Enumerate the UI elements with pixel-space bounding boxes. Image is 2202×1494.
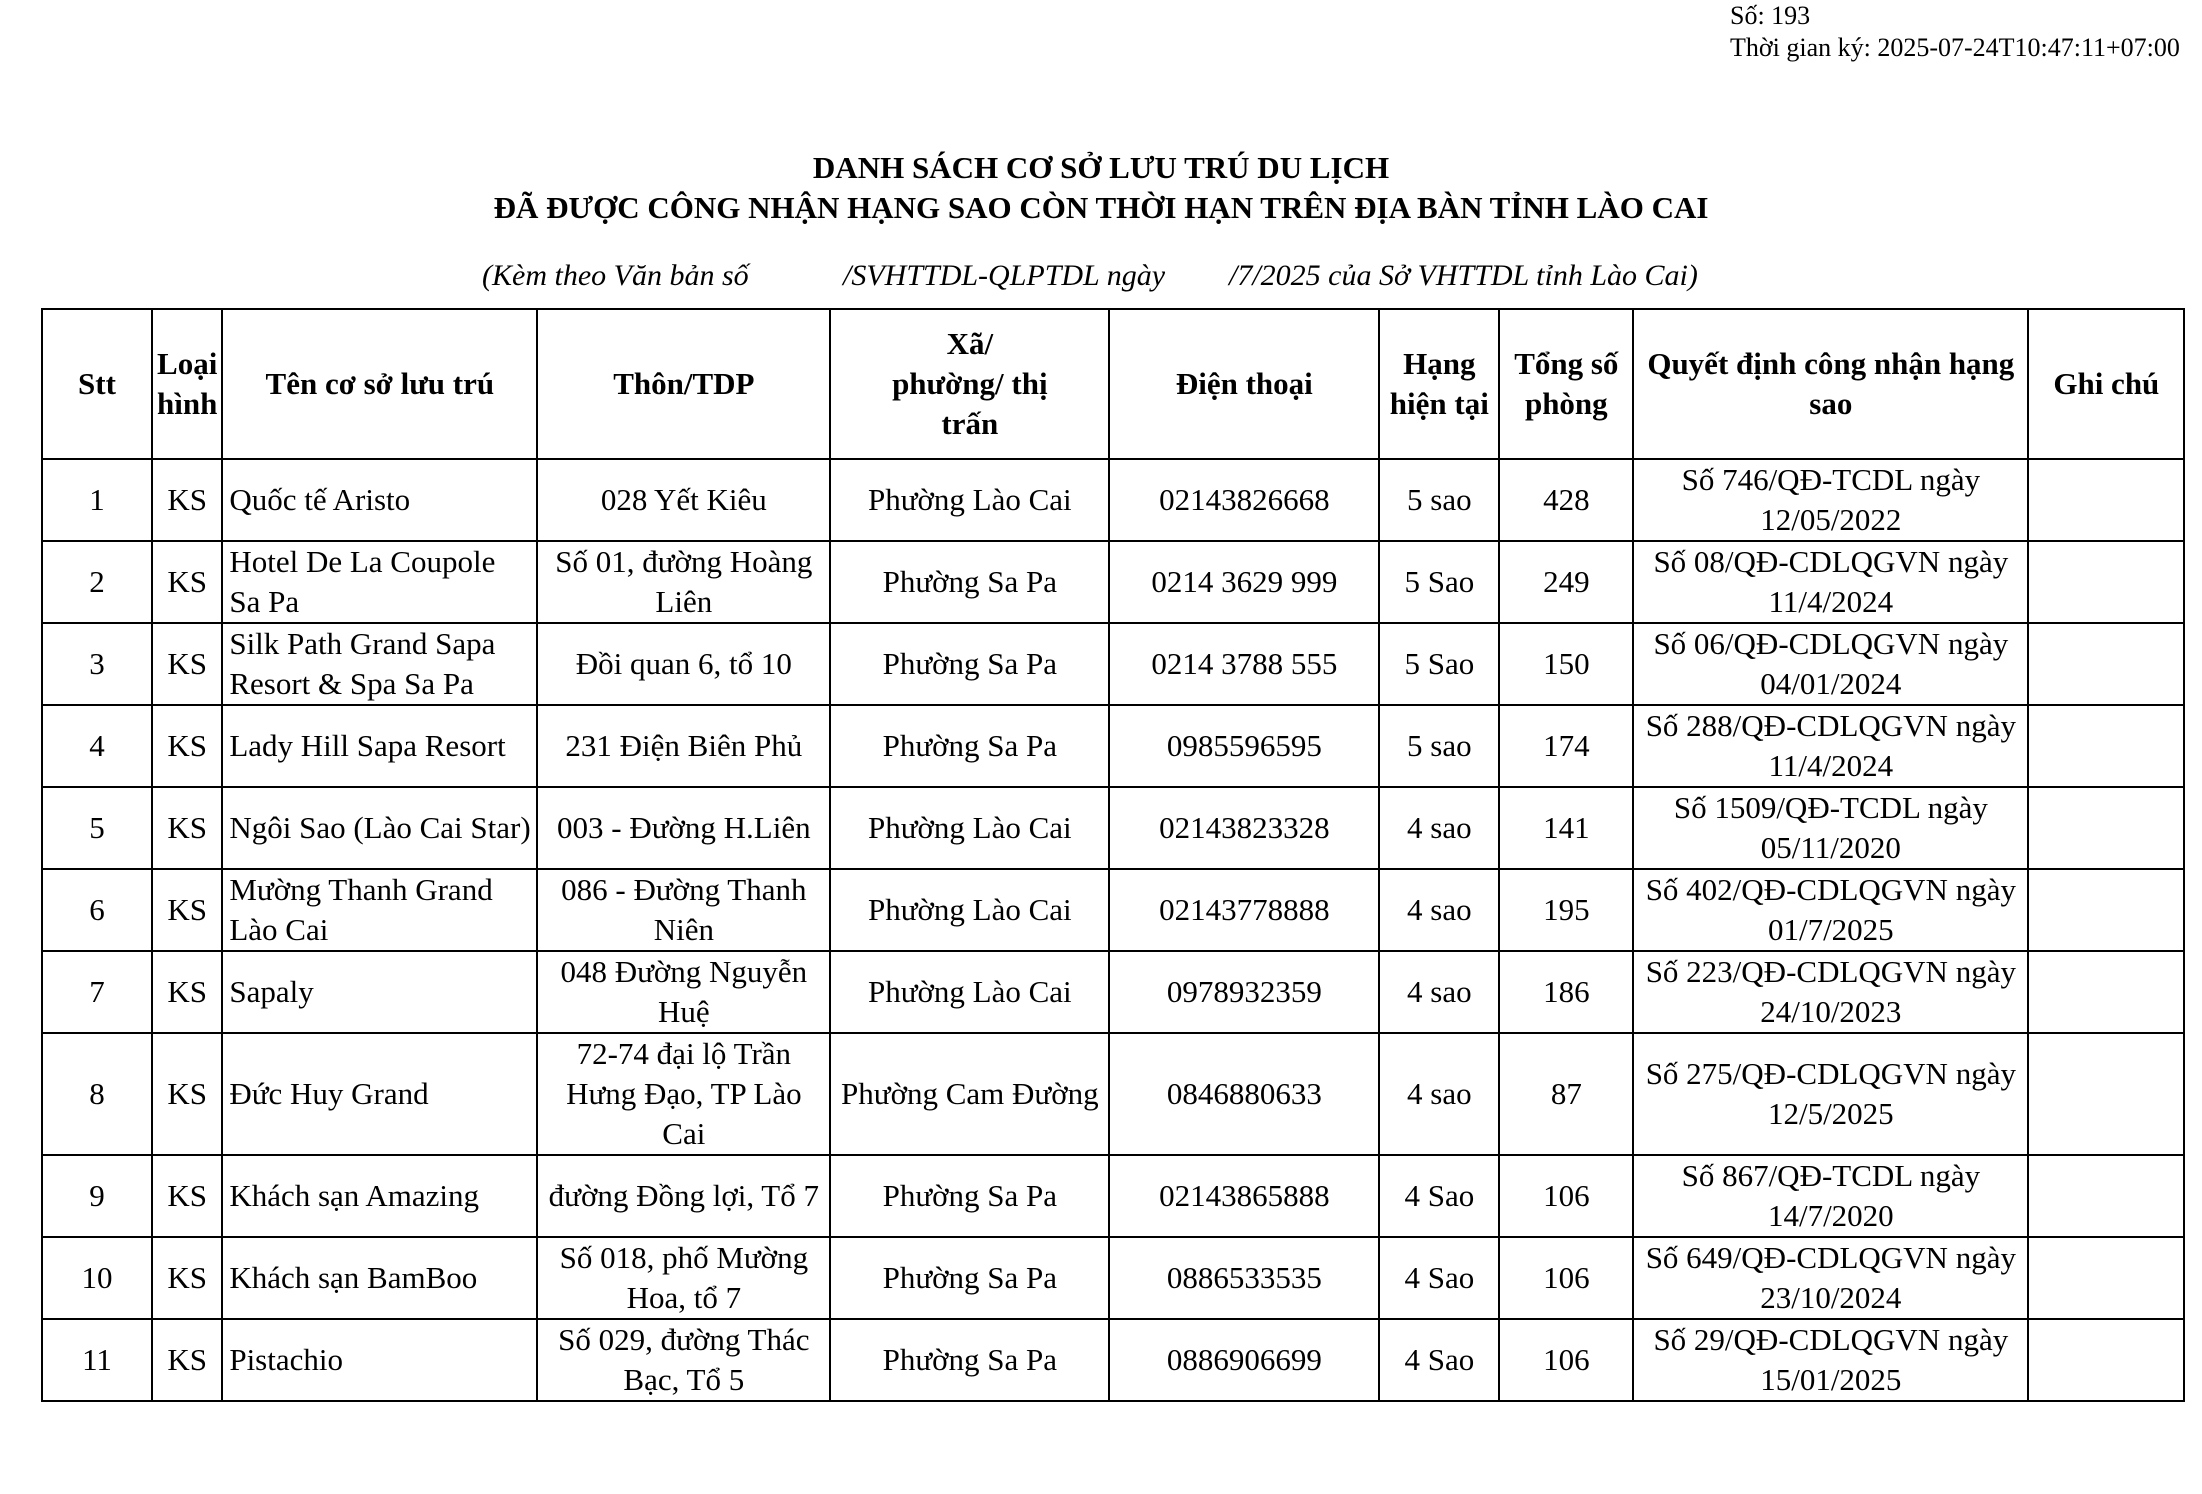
cell-village: Số 018, phố Mường Hoa, tổ 7 xyxy=(537,1237,830,1319)
cell-village: 003 - Đường H.Liên xyxy=(537,787,830,869)
cell-type: KS xyxy=(152,541,222,623)
cell-village: đường Đồng lợi, Tổ 7 xyxy=(537,1155,830,1237)
cell-stt: 4 xyxy=(42,705,152,787)
table-row xyxy=(42,705,2184,787)
table-row xyxy=(42,1237,2184,1319)
cell-name: Ngôi Sao (Lào Cai Star) xyxy=(222,787,537,869)
cell-stt: 9 xyxy=(42,1155,152,1237)
subtitle-part2: /SVHTTDL-QLPTDL ngày xyxy=(843,259,1166,292)
cell-ward: Phường Sa Pa xyxy=(830,705,1109,787)
header-note: Ghi chú xyxy=(2028,309,2184,459)
cell-village: Đồi quan 6, tổ 10 xyxy=(537,623,830,705)
table-row xyxy=(42,1033,2184,1155)
cell-village: 086 - Đường Thanh Niên xyxy=(537,869,830,951)
cell-rank: 4 Sao xyxy=(1379,1237,1499,1319)
cell-type: KS xyxy=(152,705,222,787)
cell-ward: Phường Lào Cai xyxy=(830,459,1109,541)
cell-type: KS xyxy=(152,1155,222,1237)
cell-note xyxy=(2028,459,2184,541)
cell-rank: 4 Sao xyxy=(1379,1155,1499,1237)
cell-ward: Phường Sa Pa xyxy=(830,1155,1109,1237)
cell-rooms: 87 xyxy=(1499,1033,1633,1155)
cell-village: Số 029, đường Thác Bạc, Tổ 5 xyxy=(537,1319,830,1401)
cell-stt: 8 xyxy=(42,1033,152,1155)
cell-phone: 0214 3788 555 xyxy=(1109,623,1379,705)
cell-rooms: 106 xyxy=(1499,1319,1633,1401)
cell-stt: 5 xyxy=(42,787,152,869)
cell-stt: 3 xyxy=(42,623,152,705)
cell-name: Quốc tế Aristo xyxy=(222,459,537,541)
cell-rooms: 106 xyxy=(1499,1237,1633,1319)
cell-type: KS xyxy=(152,1237,222,1319)
cell-note xyxy=(2028,1033,2184,1155)
cell-village: 028 Yết Kiêu xyxy=(537,459,830,541)
table-row xyxy=(42,787,2184,869)
cell-name: Sapaly xyxy=(222,951,537,1033)
cell-rooms: 428 xyxy=(1499,459,1633,541)
cell-rank: 4 sao xyxy=(1379,869,1499,951)
cell-name: Pistachio xyxy=(222,1319,537,1401)
subtitle-part1: (Kèm theo Văn bản số xyxy=(482,259,749,292)
cell-decision: Số 746/QĐ-TCDL ngày 12/05/2022 xyxy=(1633,459,2028,541)
cell-name: Silk Path Grand Sapa Resort & Spa Sa Pa xyxy=(222,623,537,705)
cell-village: Số 01, đường Hoàng Liên xyxy=(537,541,830,623)
header-name: Tên cơ sở lưu trú xyxy=(222,309,537,459)
cell-phone: 0846880633 xyxy=(1109,1033,1379,1155)
cell-name: Lady Hill Sapa Resort xyxy=(222,705,537,787)
cell-phone: 02143826668 xyxy=(1109,459,1379,541)
cell-rank: 5 sao xyxy=(1379,705,1499,787)
cell-phone: 0985596595 xyxy=(1109,705,1379,787)
cell-ward: Phường Sa Pa xyxy=(830,623,1109,705)
table-row xyxy=(42,1155,2184,1237)
cell-rooms: 249 xyxy=(1499,541,1633,623)
cell-name: Mường Thanh Grand Lào Cai xyxy=(222,869,537,951)
cell-decision: Số 223/QĐ-CDLQGVN ngày 24/10/2023 xyxy=(1633,951,2028,1033)
header-village: Thôn/TDP xyxy=(537,309,830,459)
cell-note xyxy=(2028,1155,2184,1237)
cell-type: KS xyxy=(152,951,222,1033)
header-rooms: Tổng số phòng xyxy=(1499,309,1633,459)
cell-name: Đức Huy Grand xyxy=(222,1033,537,1155)
cell-note xyxy=(2028,869,2184,951)
cell-ward: Phường Sa Pa xyxy=(830,541,1109,623)
cell-name: Khách sạn BamBoo xyxy=(222,1237,537,1319)
cell-ward: Phường Lào Cai xyxy=(830,951,1109,1033)
cell-stt: 2 xyxy=(42,541,152,623)
cell-rank: 4 sao xyxy=(1379,1033,1499,1155)
table-row xyxy=(42,869,2184,951)
header-decision: Quyết định công nhận hạng sao xyxy=(1633,309,2028,459)
table-row xyxy=(42,459,2184,541)
cell-stt: 10 xyxy=(42,1237,152,1319)
cell-stt: 6 xyxy=(42,869,152,951)
cell-ward: Phường Sa Pa xyxy=(830,1319,1109,1401)
cell-type: KS xyxy=(152,1033,222,1155)
cell-village: 72-74 đại lộ Trần Hưng Đạo, TP Lào Cai xyxy=(537,1033,830,1155)
table-header-row xyxy=(42,309,2184,459)
cell-type: KS xyxy=(152,787,222,869)
cell-rank: 5 sao xyxy=(1379,459,1499,541)
cell-phone: 0886533535 xyxy=(1109,1237,1379,1319)
cell-rooms: 106 xyxy=(1499,1155,1633,1237)
cell-note xyxy=(2028,951,2184,1033)
header-phone: Điện thoại xyxy=(1109,309,1379,459)
cell-decision: Số 867/QĐ-TCDL ngày 14/7/2020 xyxy=(1633,1155,2028,1237)
cell-decision: Số 275/QĐ-CDLQGVN ngày 12/5/2025 xyxy=(1633,1033,2028,1155)
cell-name: Hotel De La Coupole Sa Pa xyxy=(222,541,537,623)
cell-type: KS xyxy=(152,623,222,705)
cell-type: KS xyxy=(152,869,222,951)
cell-phone: 02143823328 xyxy=(1109,787,1379,869)
header-stt: Stt xyxy=(42,309,152,459)
cell-rooms: 141 xyxy=(1499,787,1633,869)
accommodation-table xyxy=(41,308,2185,1402)
cell-stt: 7 xyxy=(42,951,152,1033)
signature-stamp xyxy=(1730,0,2180,64)
cell-village: 231 Điện Biên Phủ xyxy=(537,705,830,787)
cell-note xyxy=(2028,705,2184,787)
cell-decision: Số 288/QĐ-CDLQGVN ngày 11/4/2024 xyxy=(1633,705,2028,787)
cell-decision: Số 649/QĐ-CDLQGVN ngày 23/10/2024 xyxy=(1633,1237,2028,1319)
header-rank: Hạng hiện tại xyxy=(1379,309,1499,459)
cell-decision: Số 06/QĐ-CDLQGVN ngày 04/01/2024 xyxy=(1633,623,2028,705)
document-number: Số: 193 xyxy=(1730,1,1811,30)
cell-note xyxy=(2028,787,2184,869)
cell-rooms: 150 xyxy=(1499,623,1633,705)
cell-decision: Số 1509/QĐ-TCDL ngày 05/11/2020 xyxy=(1633,787,2028,869)
header-ward: Xã/ phường/ thị trấn xyxy=(830,309,1109,459)
cell-decision: Số 402/QĐ-CDLQGVN ngày 01/7/2025 xyxy=(1633,869,2028,951)
cell-type: KS xyxy=(152,1319,222,1401)
cell-ward: Phường Cam Đường xyxy=(830,1033,1109,1155)
table-row xyxy=(42,623,2184,705)
cell-decision: Số 08/QĐ-CDLQGVN ngày 11/4/2024 xyxy=(1633,541,2028,623)
cell-rooms: 195 xyxy=(1499,869,1633,951)
document-title-line1: DANH SÁCH CƠ SỞ LƯU TRÚ DU LỊCH xyxy=(812,150,1390,185)
cell-rank: 5 Sao xyxy=(1379,623,1499,705)
cell-note xyxy=(2028,541,2184,623)
cell-phone: 0886906699 xyxy=(1109,1319,1379,1401)
cell-name: Khách sạn Amazing xyxy=(222,1155,537,1237)
cell-decision: Số 29/QĐ-CDLQGVN ngày 15/01/2025 xyxy=(1633,1319,2028,1401)
signed-time: Thời gian ký: 2025-07-24T10:47:11+07:00 xyxy=(1730,33,2180,62)
cell-rank: 4 sao xyxy=(1379,787,1499,869)
cell-rank: 5 Sao xyxy=(1379,541,1499,623)
cell-phone: 0978932359 xyxy=(1109,951,1379,1033)
cell-note xyxy=(2028,1319,2184,1401)
cell-note xyxy=(2028,1237,2184,1319)
cell-rank: 4 Sao xyxy=(1379,1319,1499,1401)
cell-stt: 1 xyxy=(42,459,152,541)
table-row xyxy=(42,1319,2184,1401)
cell-rooms: 174 xyxy=(1499,705,1633,787)
document-title-line2: ĐÃ ĐƯỢC CÔNG NHẬN HẠNG SAO CÒN THỜI HẠN TRÊN ĐỊA BÀN TỈNH LÀO CAI xyxy=(493,190,1709,225)
header-type: Loại hình xyxy=(152,309,222,459)
cell-type: KS xyxy=(152,459,222,541)
cell-rooms: 186 xyxy=(1499,951,1633,1033)
cell-phone: 02143778888 xyxy=(1109,869,1379,951)
cell-ward: Phường Sa Pa xyxy=(830,1237,1109,1319)
cell-phone: 02143865888 xyxy=(1109,1155,1379,1237)
table-row xyxy=(42,951,2184,1033)
cell-stt: 11 xyxy=(42,1319,152,1401)
cell-ward: Phường Lào Cai xyxy=(830,787,1109,869)
cell-ward: Phường Lào Cai xyxy=(830,869,1109,951)
table-row xyxy=(42,541,2184,623)
subtitle-part3: /7/2025 của Sở VHTTDL tỉnh Lào Cai) xyxy=(1229,259,1698,292)
cell-village: 048 Đường Nguyễn Huệ xyxy=(537,951,830,1033)
cell-phone: 0214 3629 999 xyxy=(1109,541,1379,623)
cell-rank: 4 sao xyxy=(1379,951,1499,1033)
cell-note xyxy=(2028,623,2184,705)
